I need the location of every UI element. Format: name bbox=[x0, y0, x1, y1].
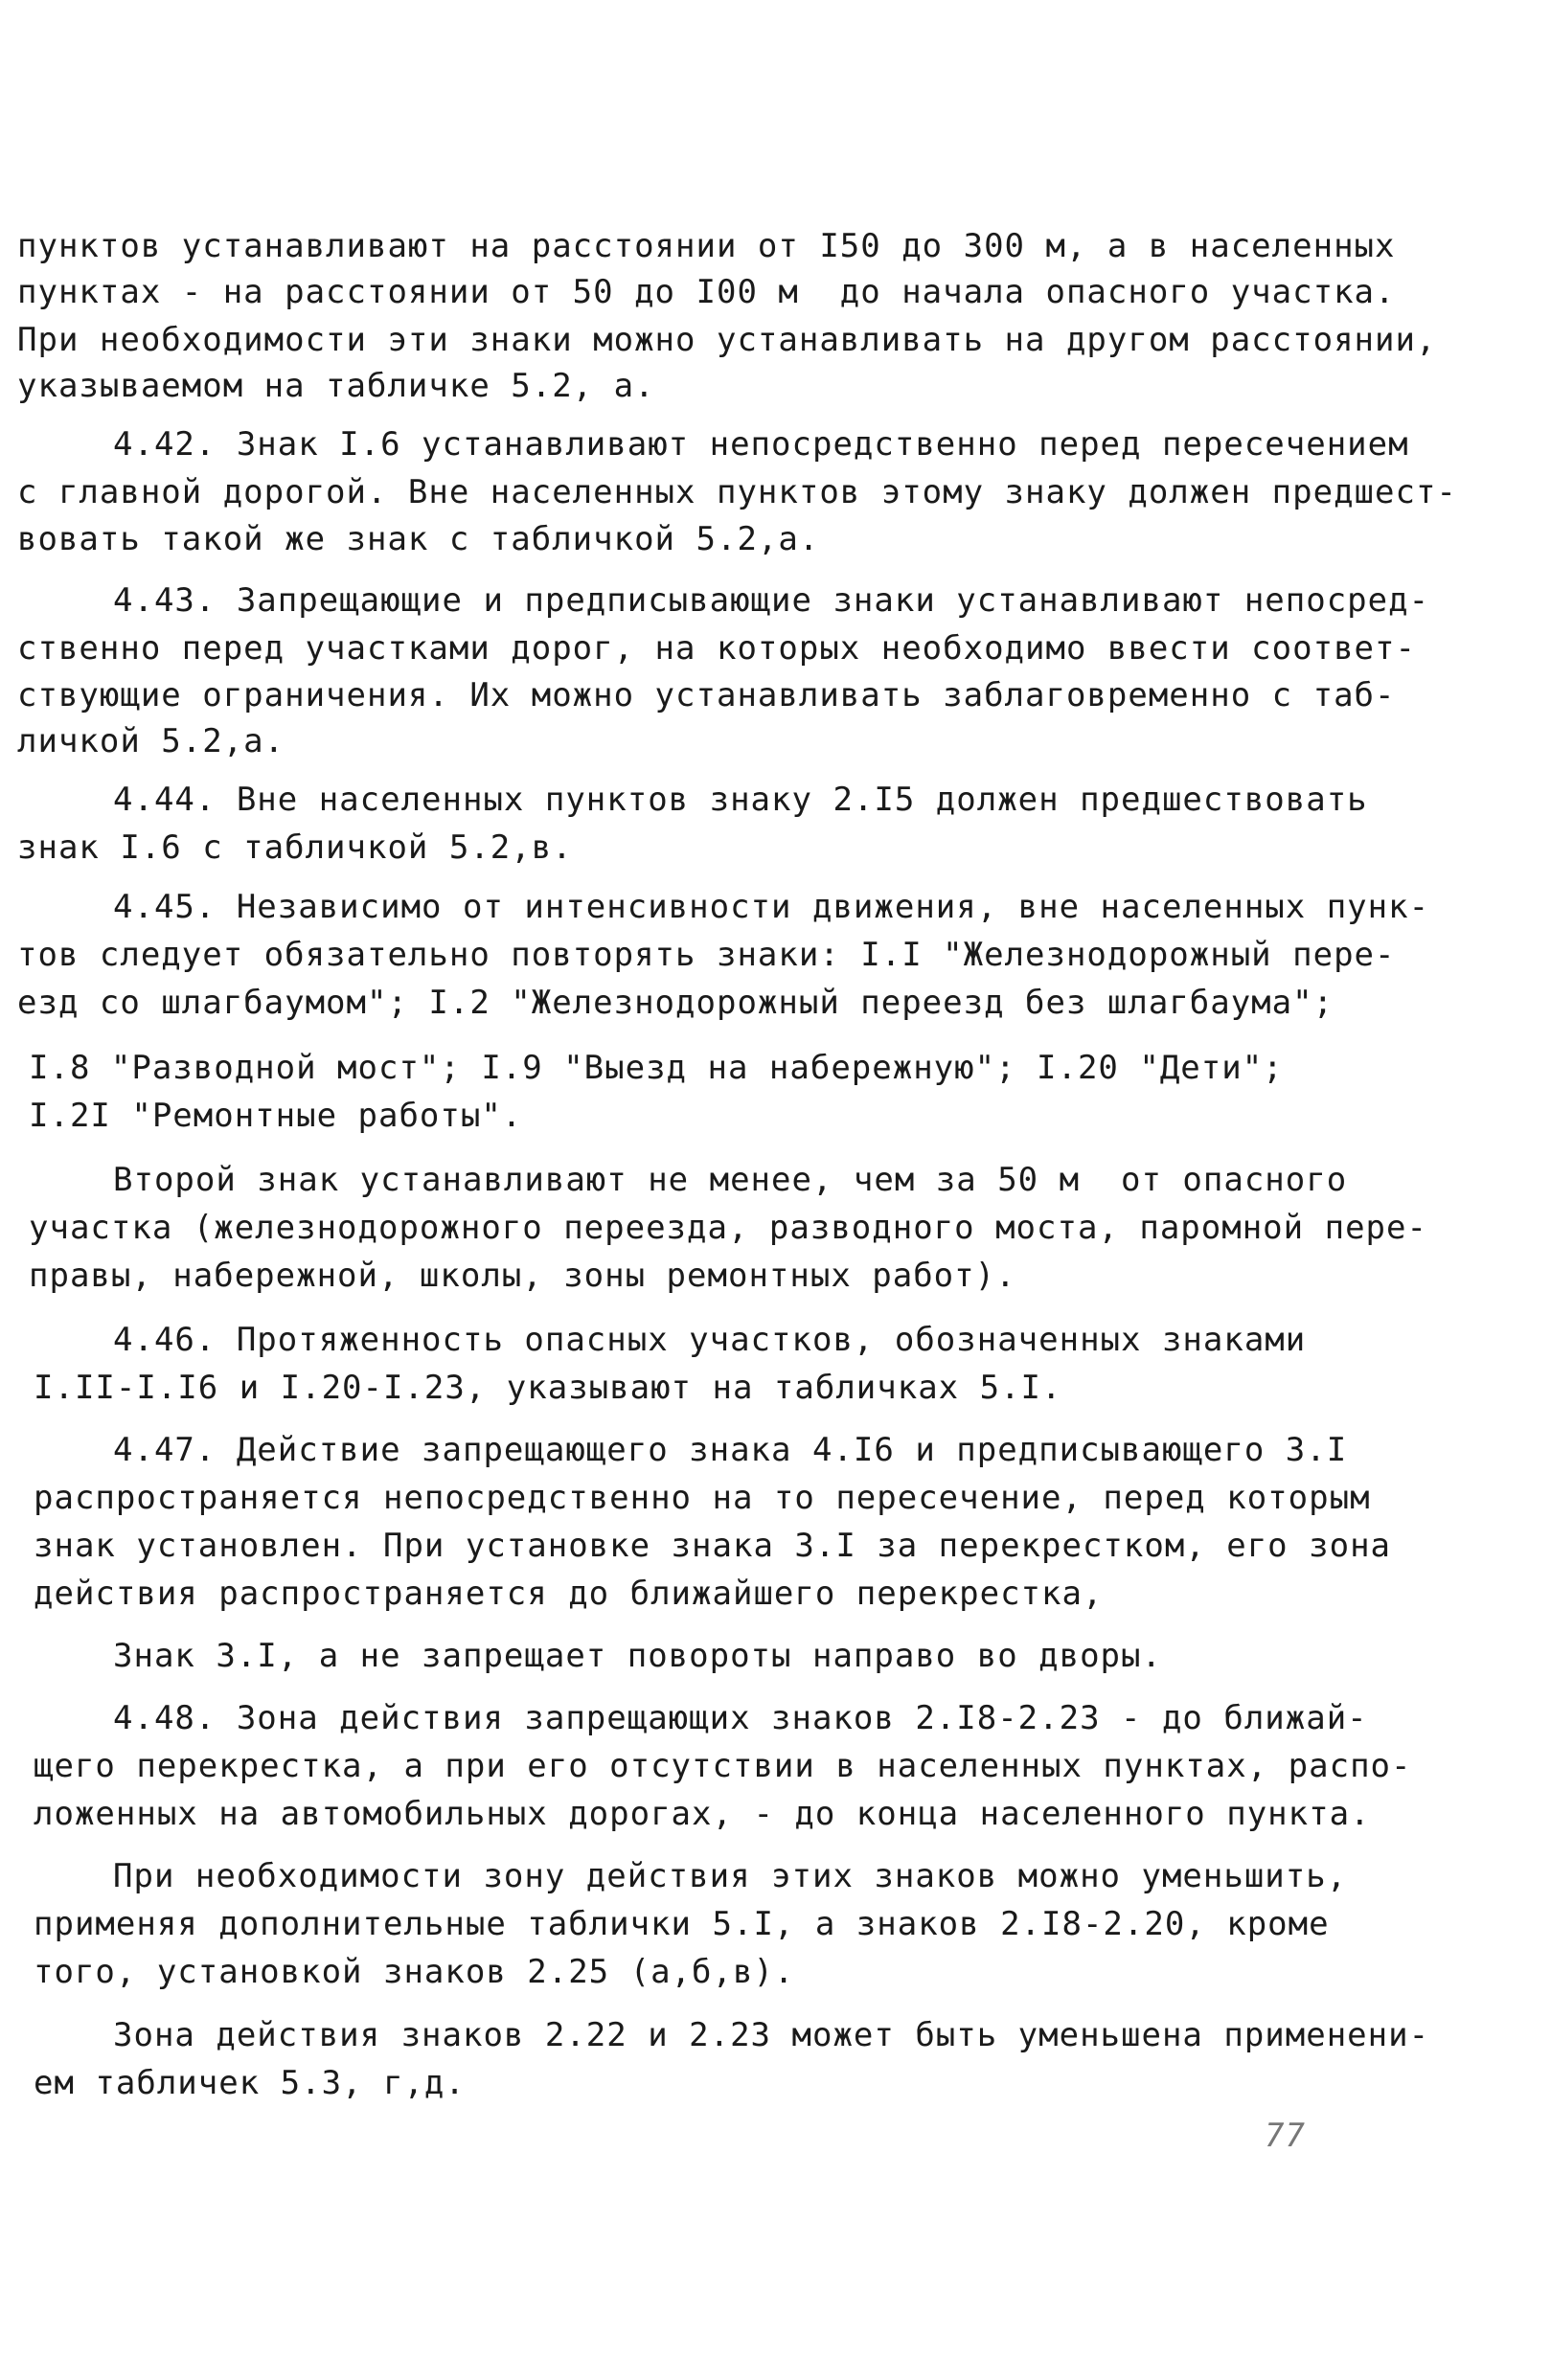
text-line: пунктах - на расстоянии от 50 до I00 м до начала опасного участка. bbox=[17, 273, 1396, 311]
paragraph-start: 4.45. Независимо от интенсивности движения, вне населенных пунк- bbox=[113, 888, 1430, 926]
text-line: распространяется непосредственно на то пересечение, перед которым bbox=[34, 1479, 1371, 1517]
text-line: ем табличек 5.3, г,д. bbox=[34, 2064, 466, 2102]
paragraph-start: 4.48. Зона действия запрещающих знаков 2.I8-2.23 - до ближай- bbox=[113, 1699, 1368, 1737]
text-line: езд со шлагбаумом"; I.2 "Железнодорожный переезд без шлагбаума"; bbox=[17, 984, 1334, 1022]
paragraph-start: Второй знак устанавливают не менее, чем за 50 м от опасного bbox=[113, 1161, 1348, 1199]
text-line: с главной дорогой. Вне населенных пунктов этому знаку должен предшест- bbox=[17, 473, 1457, 511]
text-line: щего перекрестка, а при его отсутствии в населенных пунктах, распо- bbox=[34, 1747, 1412, 1785]
text-line: участка (железнодорожного переезда, разводного моста, паромной пере- bbox=[29, 1209, 1427, 1247]
text-line: I.II-I.I6 и I.20-I.23, указывают на табличках 5.I. bbox=[34, 1369, 1062, 1407]
paragraph-start: 4.47. Действие запрещающего знака 4.I6 и предписывающего 3.I bbox=[113, 1431, 1348, 1469]
text-line: пунктов устанавливают на расстоянии от I50 до 300 м, а в населенных bbox=[17, 227, 1396, 265]
text-line: При необходимости эти знаки можно устанавливать на другом расстоянии, bbox=[17, 321, 1437, 359]
text-line: знак I.6 с табличкой 5.2,в. bbox=[17, 828, 573, 867]
paragraph-start: 4.43. Запрещающие и предписывающие знаки устанавливают непосред- bbox=[113, 581, 1430, 620]
paragraph-start: 4.42. Знак I.6 устанавливают непосредственно перед пересечением bbox=[113, 425, 1409, 464]
text-line: применяя дополнительные таблички 5.I, а знаков 2.I8-2.20, кроме bbox=[34, 1905, 1330, 1943]
text-line: знак установлен. При установке знака 3.I за перекрестком, его зона bbox=[34, 1527, 1392, 1565]
text-line: ствующие ограничения. Их можно устанавливать заблаговременно с таб- bbox=[17, 676, 1396, 714]
paragraph-start: 4.44. Вне населенных пунктов знаку 2.I5 должен предшествовать bbox=[113, 781, 1368, 819]
paragraph-start: При необходимости зону действия этих знаков можно уменьшить, bbox=[113, 1857, 1348, 1895]
paragraph-start: 4.46. Протяженность опасных участков, обозначенных знаками bbox=[113, 1321, 1307, 1359]
text-line: правы, набережной, школы, зоны ремонтных работ). bbox=[29, 1257, 1016, 1295]
text-line: того, установкой знаков 2.25 (а,б,в). bbox=[34, 1953, 795, 1991]
paragraph-start: Зона действия знаков 2.22 и 2.23 может быть уменьшена применени- bbox=[113, 2016, 1430, 2054]
text-line: ственно перед участками дорог, на которых необходимо ввести соответ- bbox=[17, 629, 1416, 668]
text-line: ложенных на автомобильных дорогах, - до конца населенного пункта. bbox=[34, 1795, 1371, 1833]
text-line: вовать такой же знак с табличкой 5.2,а. bbox=[17, 520, 820, 558]
text-line: действия распространяется до ближайшего перекрестка, bbox=[34, 1575, 1104, 1613]
paragraph-start: Знак 3.I, а не запрещает повороты направо во дворы. bbox=[113, 1637, 1162, 1675]
page-number: 77 bbox=[1265, 2117, 1306, 2155]
text-line: тов следует обязательно повторять знаки: I.I "Железнодорожный пере- bbox=[17, 936, 1396, 974]
text-line: I.2I "Ремонтные работы". bbox=[29, 1097, 523, 1135]
text-line: личкой 5.2,а. bbox=[17, 722, 285, 760]
text-line: I.8 "Разводной мост"; I.9 "Выезд на набережную"; I.20 "Дети"; bbox=[29, 1049, 1284, 1087]
text-line: указываемом на табличке 5.2, а. bbox=[17, 367, 655, 405]
